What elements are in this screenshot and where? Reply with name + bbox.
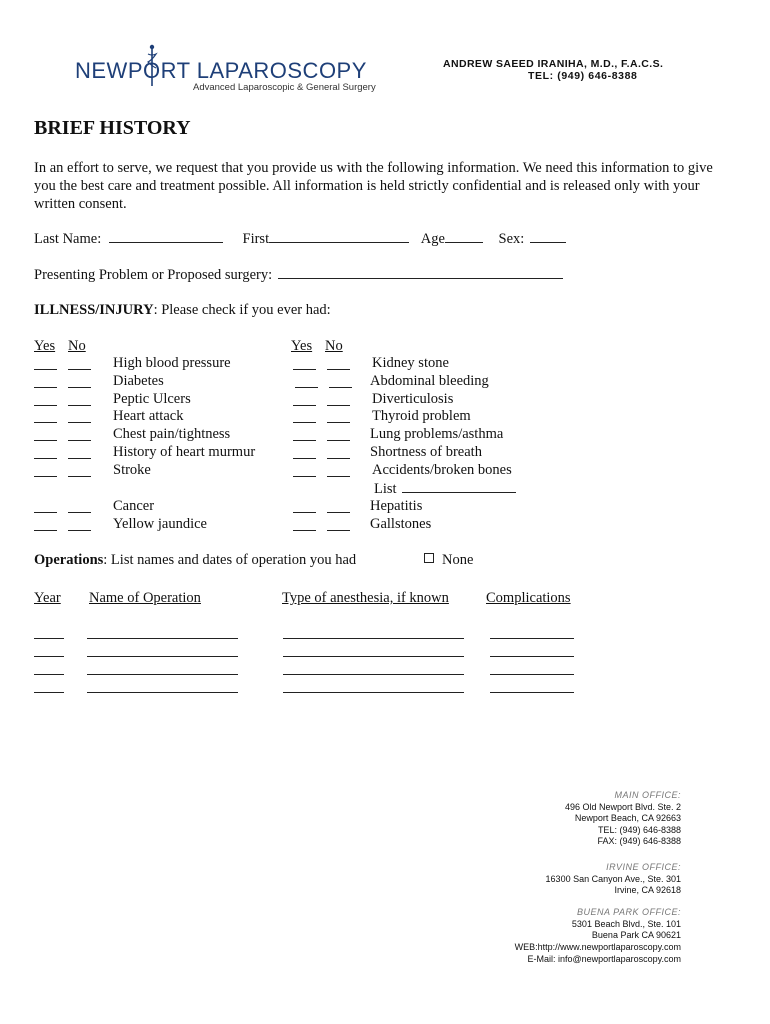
yes-blank[interactable]: [295, 387, 318, 388]
yes-blank[interactable]: [293, 458, 316, 459]
irvine-office-block: [546, 862, 681, 897]
yes-blank[interactable]: [34, 405, 57, 406]
operation-anesthesia-field[interactable]: [283, 692, 464, 693]
yes-header-left: Yes: [34, 338, 56, 354]
operation-complications-field[interactable]: [490, 674, 574, 675]
buena-park-office-block: [572, 907, 681, 942]
no-blank[interactable]: [68, 369, 91, 370]
no-blank[interactable]: [68, 405, 91, 406]
operation-anesthesia-field[interactable]: [283, 674, 464, 675]
no-blank[interactable]: [327, 476, 350, 477]
yes-blank[interactable]: [293, 440, 316, 441]
operation-year-field[interactable]: [34, 638, 64, 639]
accidents-list-field[interactable]: [402, 479, 516, 493]
yes-blank[interactable]: [34, 458, 57, 459]
yes-blank[interactable]: [293, 476, 316, 477]
no-header-right: No: [325, 338, 343, 354]
no-blank[interactable]: [68, 530, 91, 531]
yes-blank[interactable]: [34, 512, 57, 513]
condition-label: History of heart murmur: [113, 444, 256, 460]
none-label: None: [442, 552, 474, 568]
yes-blank[interactable]: [293, 405, 316, 406]
operation-name-field[interactable]: [87, 656, 238, 657]
operation-anesthesia-field[interactable]: [283, 638, 464, 639]
condition-label: Chest pain/tightness: [113, 426, 231, 442]
no-blank[interactable]: [327, 458, 350, 459]
condition-label: Yellow jaundice: [113, 516, 207, 532]
yes-blank[interactable]: [34, 530, 57, 531]
yes-blank[interactable]: [34, 440, 57, 441]
web-contact-block: [515, 942, 681, 965]
no-blank[interactable]: [327, 405, 350, 406]
condition-label: High blood pressure: [113, 355, 231, 371]
operations-heading-label: Operations: [34, 552, 104, 568]
column-header-complications: Complications: [486, 590, 571, 606]
column-header-year: Year: [34, 590, 61, 606]
yes-blank[interactable]: [293, 530, 316, 531]
no-blank[interactable]: [327, 369, 350, 370]
condition-label: Abdominal bleeding: [370, 373, 489, 389]
condition-label: Diverticulosis: [372, 391, 454, 407]
illness-instruction: : Please check if you ever had:: [153, 302, 331, 318]
operation-complications-field[interactable]: [490, 692, 574, 693]
operation-complications-field[interactable]: [490, 656, 574, 657]
last-name-row: [34, 229, 566, 248]
buena-park-office-header: BUENA PARK OFFICE:: [576, 907, 681, 917]
condition-label: Lung problems/asthma: [370, 426, 504, 442]
no-blank[interactable]: [327, 512, 350, 513]
operation-year-field[interactable]: [34, 692, 64, 693]
no-blank[interactable]: [68, 440, 91, 441]
office-line: 5301 Beach Blvd., Ste. 101: [571, 918, 681, 929]
condition-label: Accidents/broken bones: [372, 462, 512, 478]
yes-blank[interactable]: [34, 369, 57, 370]
condition-label: Thyroid problem: [372, 408, 471, 424]
doctor-phone: TEL: (949) 646-8388: [528, 70, 638, 82]
operation-name-field[interactable]: [87, 674, 238, 675]
presenting-problem-row: [34, 265, 563, 284]
operation-year-field[interactable]: [34, 656, 64, 657]
presenting-problem-field[interactable]: [278, 265, 563, 279]
yes-blank[interactable]: [293, 422, 316, 423]
office-line: TEL: (949) 646-8388: [597, 824, 681, 835]
condition-label: Shortness of breath: [370, 444, 482, 460]
operation-name-field[interactable]: [87, 638, 238, 639]
operation-anesthesia-field[interactable]: [283, 656, 464, 657]
no-blank[interactable]: [68, 387, 91, 388]
none-option[interactable]: [424, 551, 473, 569]
condition-label: Hepatitis: [370, 498, 423, 514]
operation-complications-field[interactable]: [490, 638, 574, 639]
logo-tagline: Advanced Laparoscopic & General Surgery: [193, 82, 376, 93]
first-name-label: First: [242, 231, 270, 247]
no-header-left: No: [68, 338, 86, 354]
page-title: BRIEF HISTORY: [34, 117, 191, 139]
none-checkbox[interactable]: [424, 553, 434, 563]
operations-instruction: : List names and dates of operation you had: [103, 552, 357, 568]
condition-label: Cancer: [113, 498, 155, 514]
office-line: 496 Old Newport Blvd. Ste. 2: [564, 801, 681, 812]
office-line: Irvine, CA 92618: [614, 885, 681, 895]
condition-label: Kidney stone: [372, 355, 449, 371]
main-office-block: [565, 790, 681, 848]
no-blank[interactable]: [68, 512, 91, 513]
sex-label: Sex:: [498, 231, 525, 247]
no-blank[interactable]: [68, 422, 91, 423]
intro-paragraph: In an effort to serve, we request that you provide us with the following information. We need this information to give you the best care and treatment possible. All information is held strictly confidential and is released only with your written consent.: [34, 160, 713, 212]
no-blank[interactable]: [329, 387, 352, 388]
operations-heading: [34, 551, 356, 569]
yes-blank[interactable]: [34, 422, 57, 423]
main-office-header: MAIN OFFICE:: [614, 790, 681, 800]
age-label: Age: [420, 231, 445, 247]
logo-text: NEWPORT LAPAROSCOPY: [75, 58, 367, 83]
illness-heading: [34, 301, 331, 319]
no-blank[interactable]: [327, 422, 350, 423]
irvine-office-header: IRVINE OFFICE:: [606, 862, 681, 872]
office-line: 16300 San Canyon Ave., Ste. 301: [545, 873, 681, 884]
first-name-field[interactable]: [269, 229, 409, 243]
yes-blank[interactable]: [34, 387, 57, 388]
column-header-name: Name of Operation: [89, 590, 201, 606]
accidents-list-row: [374, 479, 516, 498]
no-blank[interactable]: [327, 530, 350, 531]
list-label: List: [374, 481, 397, 497]
website-link[interactable]: WEB:http://www.newportlaparoscopy.com: [514, 942, 681, 952]
office-line: FAX: (949) 646-8388: [597, 836, 681, 846]
no-blank[interactable]: [68, 476, 91, 477]
yes-blank[interactable]: [293, 512, 316, 513]
sex-field[interactable]: [530, 229, 566, 243]
office-line: Buena Park CA 90621: [591, 930, 681, 940]
age-field[interactable]: [445, 229, 483, 243]
condition-label: Heart attack: [113, 408, 184, 424]
illness-heading-label: ILLNESS/INJURY: [34, 302, 154, 318]
operation-year-field[interactable]: [34, 674, 64, 675]
last-name-label: Last Name:: [34, 231, 102, 247]
column-header-anesthesia: Type of anesthesia, if known: [282, 590, 449, 606]
yes-blank[interactable]: [34, 476, 57, 477]
doctor-name: ANDREW SAEED IRANIHA, M.D., F.A.C.S.: [443, 58, 664, 70]
yes-blank[interactable]: [293, 369, 316, 370]
presenting-problem-label: Presenting Problem or Proposed surgery:: [34, 267, 273, 283]
no-blank[interactable]: [68, 458, 91, 459]
email-link[interactable]: E-Mail: info@newportlaparoscopy.com: [527, 953, 681, 964]
condition-label: Diabetes: [113, 373, 164, 389]
last-name-field[interactable]: [109, 229, 223, 243]
no-blank[interactable]: [327, 440, 350, 441]
condition-label: Peptic Ulcers: [113, 391, 191, 407]
condition-label: Stroke: [113, 462, 151, 478]
operation-name-field[interactable]: [87, 692, 238, 693]
office-line: Newport Beach, CA 92663: [574, 813, 681, 823]
condition-label: Gallstones: [370, 516, 432, 532]
yes-header-right: Yes: [291, 338, 313, 354]
